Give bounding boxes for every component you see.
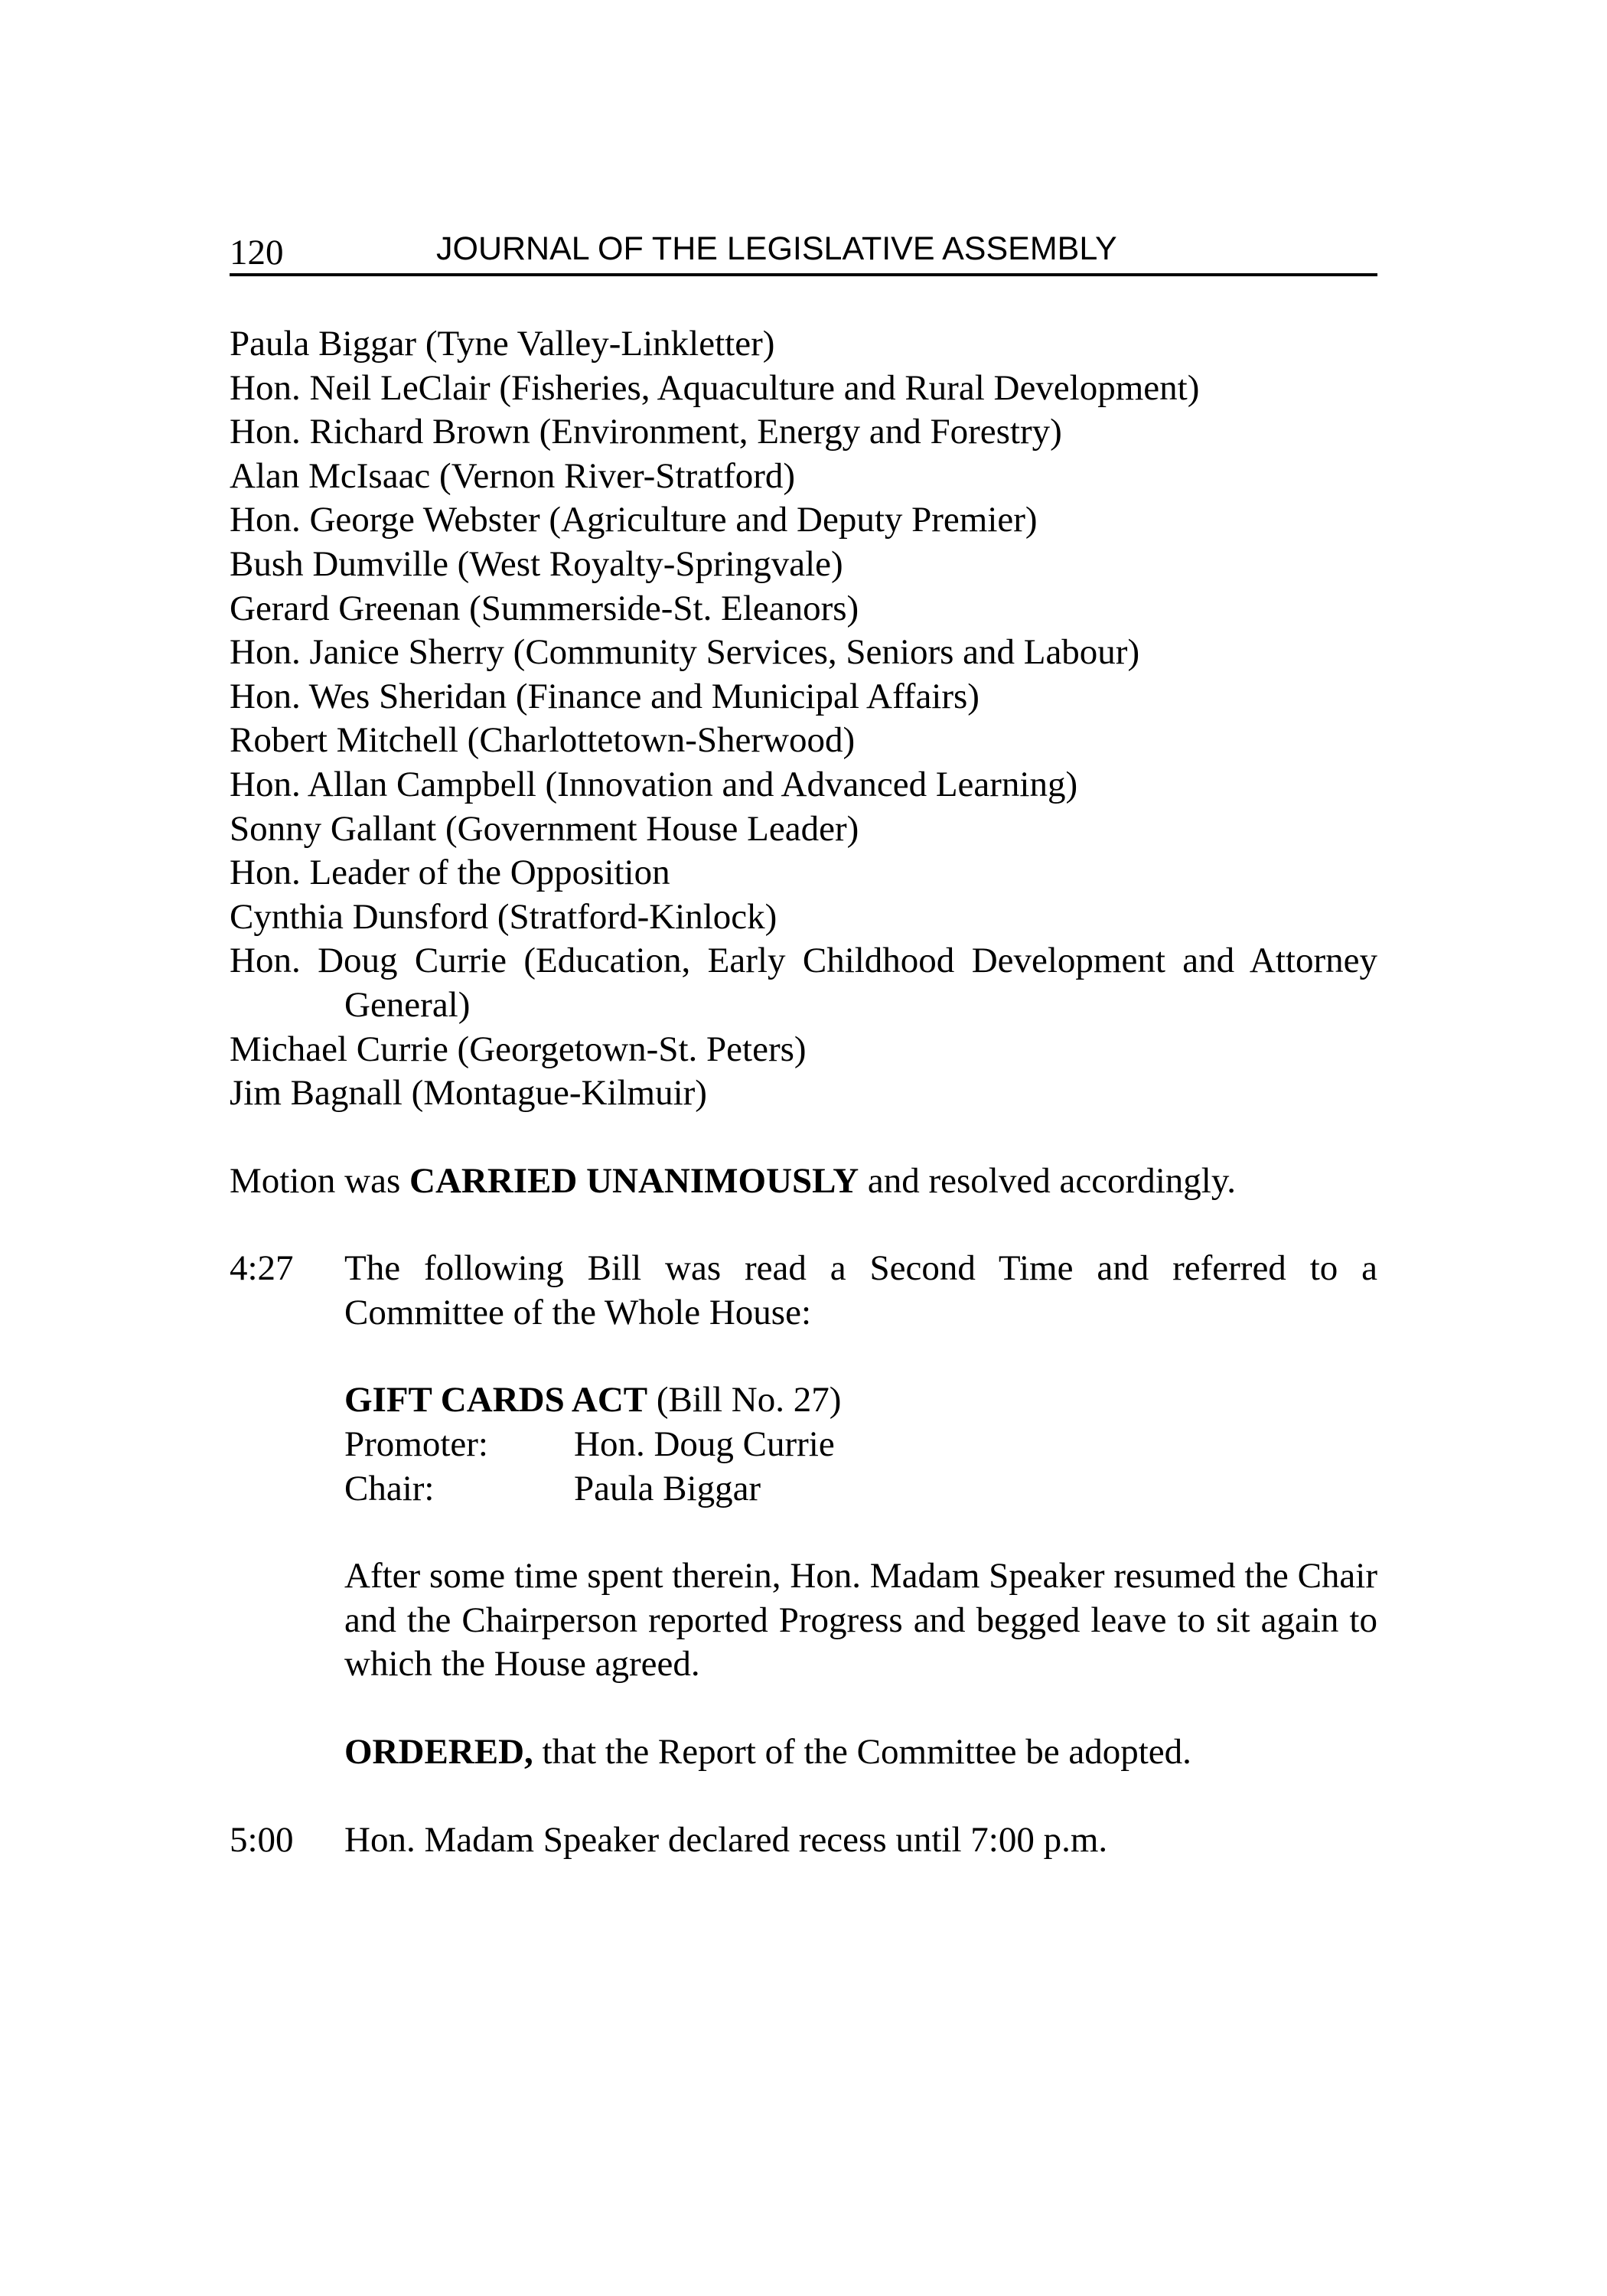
chair-row [344, 1467, 1377, 1512]
journal-page [230, 226, 1377, 1862]
promoter-row [344, 1423, 1377, 1467]
list-item: Hon. George Webster (Agriculture and Deputy Premier) [230, 500, 1038, 540]
ordered-bold: ORDERED, [344, 1732, 533, 1773]
bill-title-line [344, 1378, 1377, 1423]
progress-text: After some time spent therein, Hon. Madam Speaker resumed the Chair and the Chairperson reported Progress and begged leave to sit again to which the House agreed. [344, 1556, 1377, 1684]
chair-label: Chair: [344, 1468, 435, 1508]
list-item: Hon. Doug Currie (Education, Early Childhood Development and Attorney General) [230, 941, 1377, 1025]
list-item: Hon. Richard Brown (Environment, Energy and Forestry) [230, 412, 1062, 452]
entry-text: The following Bill was read a Second Time and referred to a Committee of the Whole House: [344, 1248, 1377, 1332]
motion-suffix: and resolved accordingly. [859, 1160, 1237, 1201]
list-item: Cynthia Dunsford (Stratford-Kinlock) [230, 896, 777, 937]
motion-result-bold: CARRIED UNANIMOUSLY [409, 1160, 859, 1201]
page-number: 120 [230, 233, 284, 272]
list-item: Sonny Gallant (Government House Leader) [230, 808, 859, 849]
motion-result [230, 1159, 1377, 1204]
entry-time: 4:27 [230, 1248, 294, 1289]
list-item: Hon. Allan Campbell (Innovation and Advanced Learning) [230, 764, 1078, 804]
ordered-text: that the Report of the Committee be adopted. [533, 1732, 1191, 1773]
promoter-value: Hon. Doug Currie [574, 1424, 835, 1465]
page-header [230, 226, 1377, 276]
list-item: Hon. Janice Sherry (Community Services, Seniors and Labour) [230, 632, 1140, 673]
list-item: Jim Bagnall (Montague-Kilmuir) [230, 1073, 707, 1114]
ordered-line [344, 1730, 1377, 1775]
journal-entry-500 [230, 1818, 1377, 1863]
chair-value: Paula Biggar [574, 1468, 761, 1508]
member-list [230, 322, 1377, 1116]
list-item: Alan McIsaac (Vernon River-Stratford) [230, 455, 796, 496]
entry-body [344, 1818, 1377, 1863]
journal-title: JOURNAL OF THE LEGISLATIVE ASSEMBLY [436, 230, 1117, 267]
list-item: Gerard Greenan (Summerside-St. Eleanors) [230, 588, 859, 628]
list-item: Robert Mitchell (Charlottetown-Sherwood) [230, 720, 856, 761]
entry-text: Hon. Madam Speaker declared recess until 7:00 p.m. [344, 1819, 1108, 1860]
entry-time: 5:00 [230, 1819, 294, 1860]
list-item: Hon. Neil LeClair (Fisheries, Aquaculture and Rural Development) [230, 367, 1200, 408]
bill-title: GIFT CARDS ACT [344, 1380, 648, 1420]
promoter-label: Promoter: [344, 1424, 488, 1465]
journal-entry-427 [230, 1247, 1377, 1774]
list-item: Bush Dumville (West Royalty-Springvale) [230, 543, 843, 584]
entry-body [344, 1247, 1377, 1774]
list-item: Paula Biggar (Tyne Valley-Linkletter) [230, 324, 775, 364]
bill-block [344, 1378, 1377, 1511]
bill-number: (Bill No. 27) [647, 1380, 842, 1420]
motion-prefix: Motion was [230, 1160, 409, 1201]
list-item: Hon. Leader of the Opposition [230, 853, 670, 893]
list-item: Michael Currie (Georgetown-St. Peters) [230, 1029, 807, 1069]
list-item: Hon. Wes Sheridan (Finance and Municipal Affairs) [230, 676, 980, 716]
